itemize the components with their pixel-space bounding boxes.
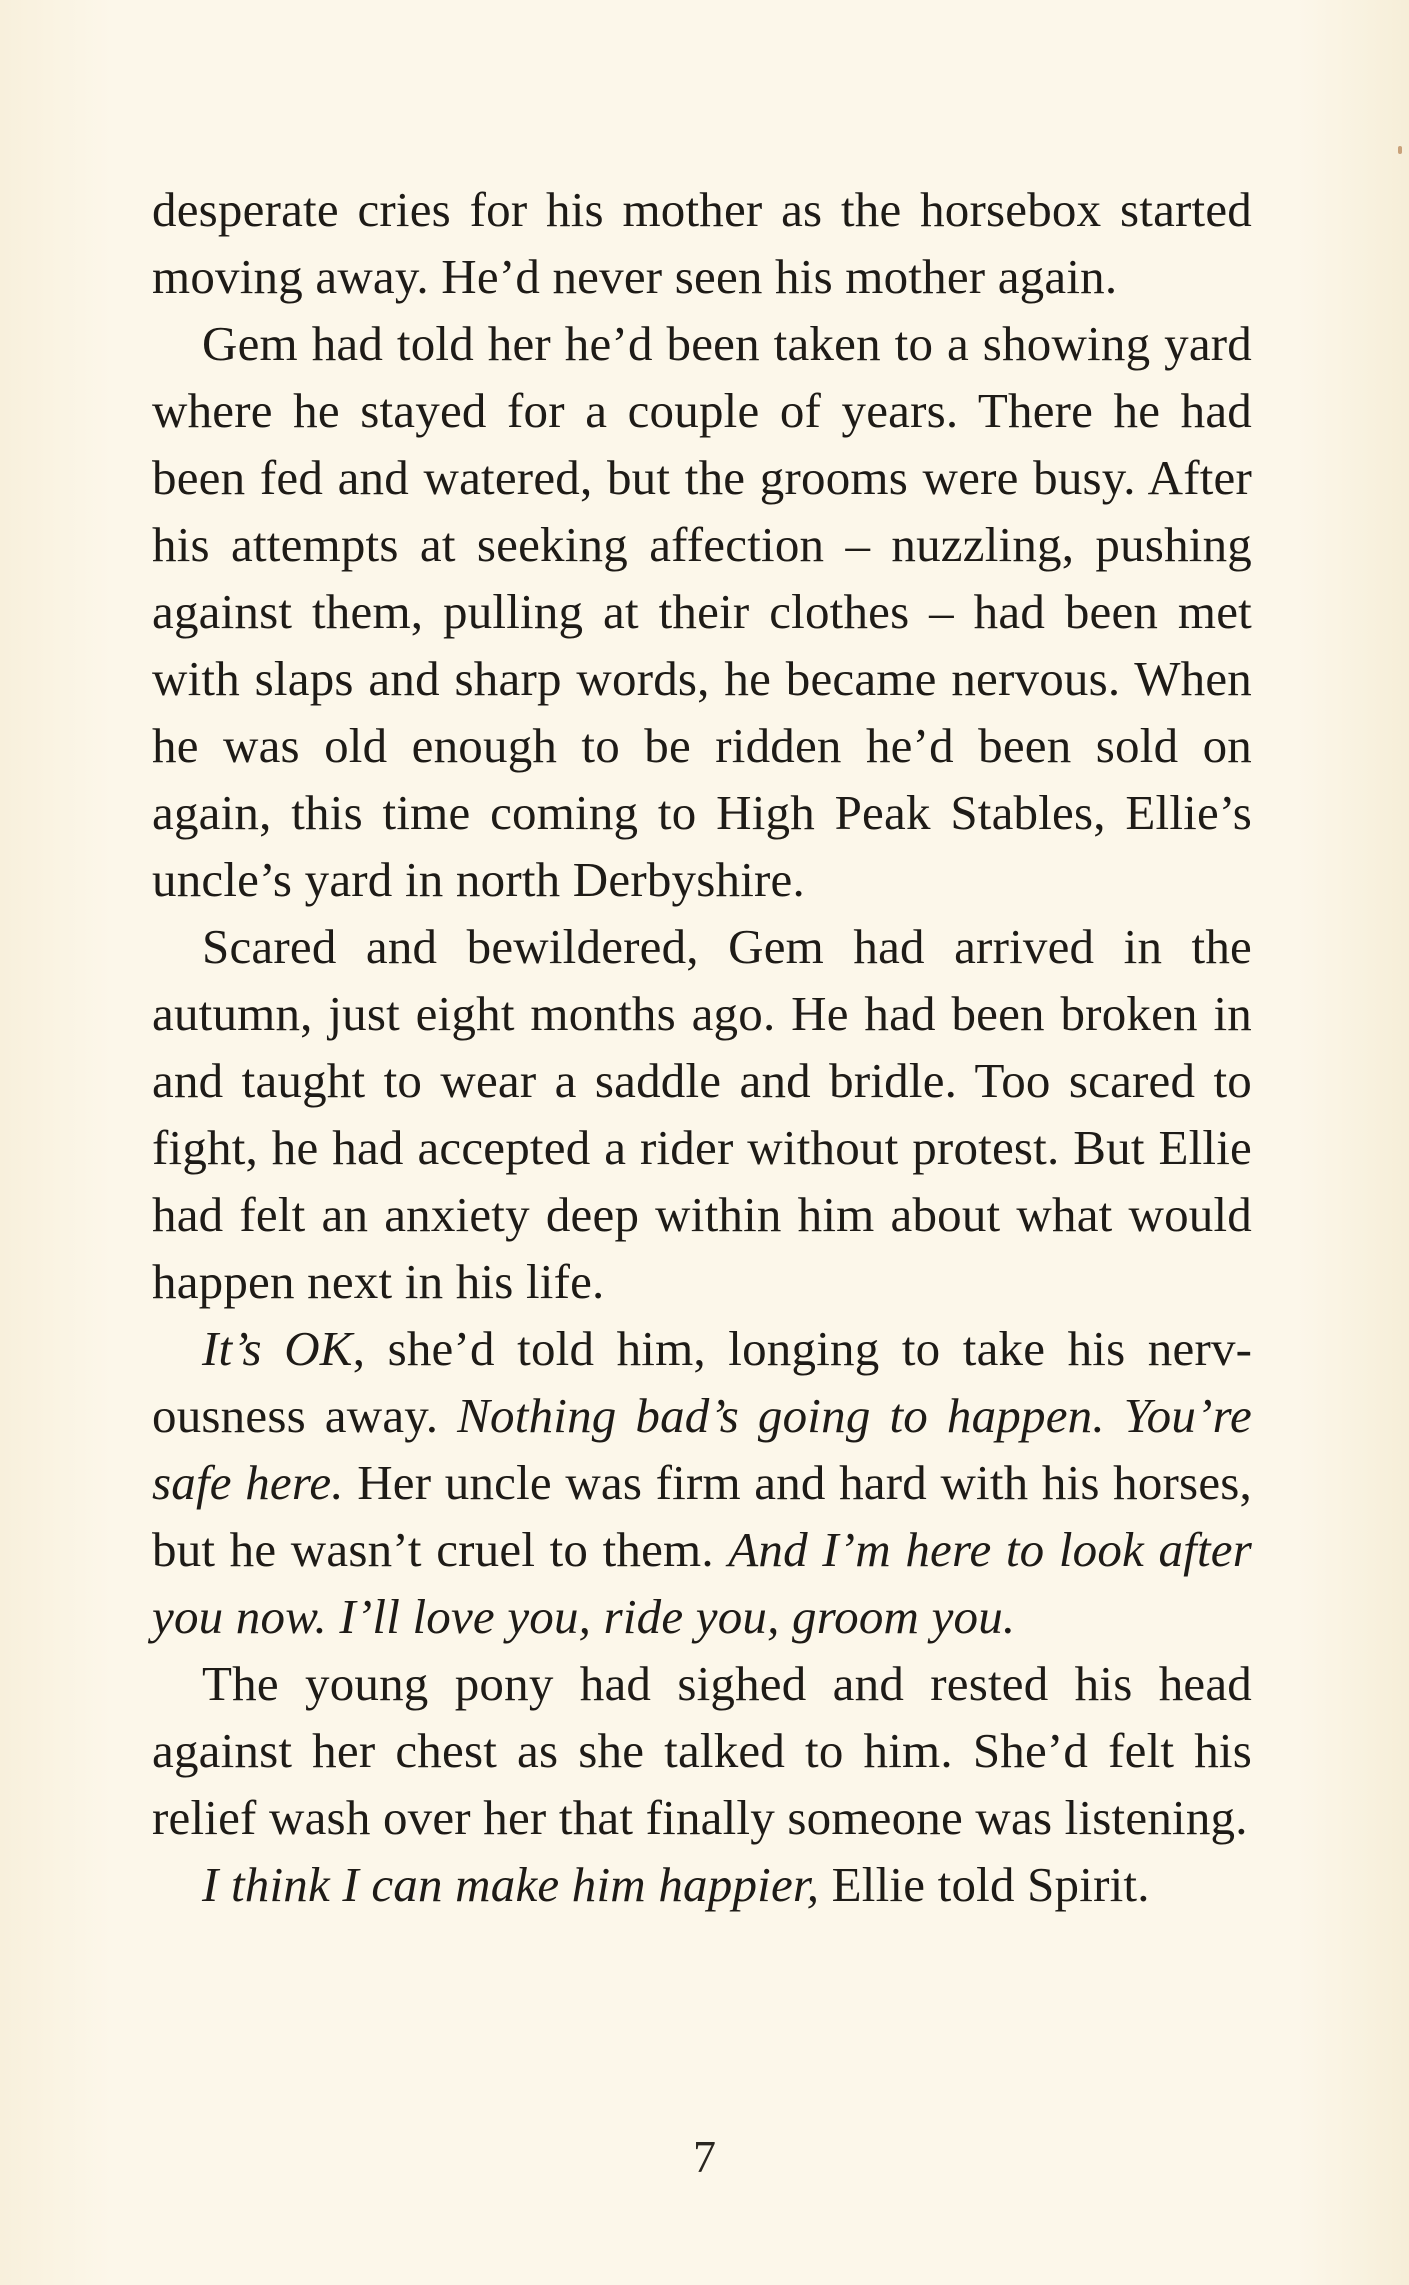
paragraph-2	[152, 310, 1252, 913]
text-segment: Scared and bewildered, Gem had arrived in the autumn, just eight months ago. He had been broken in and taught to wear a saddle and bridle. Too scared to fight, he had accepted a rider without protest. But Ellie had felt an anxiety deep within him about what would happen next in his life.	[152, 919, 1252, 1309]
body-text	[152, 176, 1252, 1918]
italic-segment: Nothing bad’s going to happen. You’re safe here.	[152, 1388, 1252, 1510]
text-segment: Her uncle was firm and hard with his horses, but he wasn’t cruel to them.	[152, 1455, 1252, 1577]
paragraph-3	[152, 913, 1252, 1315]
text-segment: Ellie told Spirit.	[819, 1857, 1150, 1912]
paragraph-5	[152, 1650, 1252, 1851]
text-segment: , she’d told him, longing to take his nervousness away.	[152, 1321, 1252, 1443]
text-segment: Gem had told her he’d been taken to a showing yard where he stayed for a couple of years. There he had been fed and watered, but the grooms were busy. After his attempts at seeking affection – nuzzling, pushing against them, pulling at their clothes – had been met with slaps and sharp words, he became nervous. When he was old enough to be ridden he’d been sold on again, this time coming to High Peak Stables, Ellie’s uncle’s yard in north Derbyshire.	[152, 316, 1252, 907]
paragraph-6	[152, 1851, 1252, 1918]
text-segment: desperate cries for his mother as the horsebox started moving away. He’d never seen his mother again.	[152, 182, 1252, 304]
paragraph-1	[152, 176, 1252, 310]
italic-segment: And I’m here to look after you now. I’ll love you, ride you, groom you.	[152, 1522, 1253, 1644]
page-number: 7	[693, 2131, 716, 2182]
text-segment: The young pony had sighed and rested his head against her chest as she talked to him. She’d felt his relief wash over her that finally someone was listening.	[152, 1656, 1252, 1845]
italic-segment: I think I can make him happier,	[202, 1857, 820, 1912]
paper-speck	[1398, 146, 1402, 154]
italic-segment: It’s OK	[202, 1321, 353, 1376]
paragraph-4	[152, 1315, 1252, 1650]
